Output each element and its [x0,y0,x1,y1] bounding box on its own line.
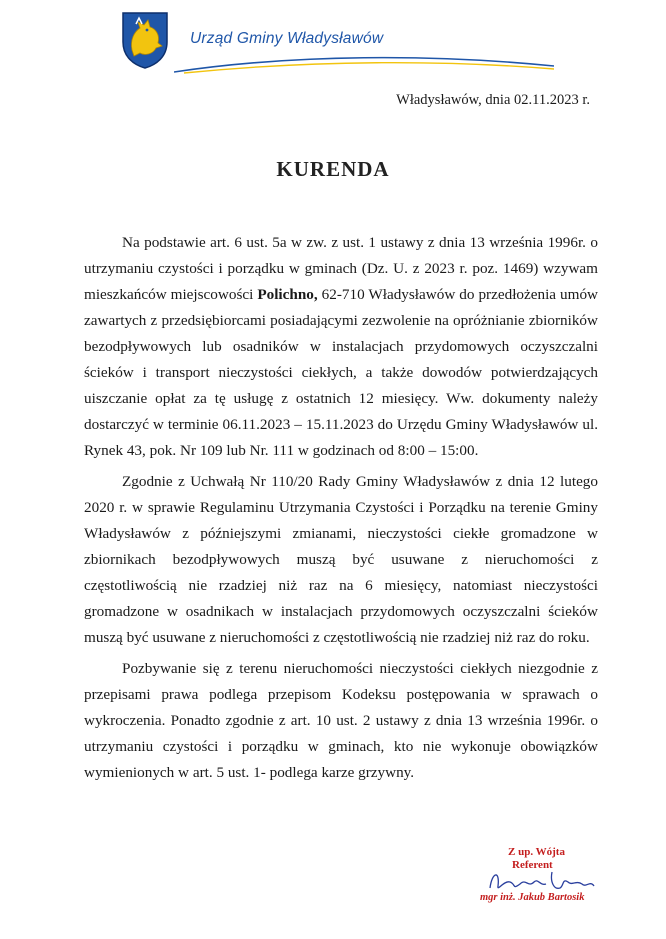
place-and-date: Władysławów, dnia 02.11.2023 r. [396,92,590,108]
coat-of-arms-logo [120,10,170,70]
stamp-line-authority: Z up. Wójta [508,846,565,858]
paragraph-2: Zgodnie z Uchwałą Nr 110/20 Rady Gminy Władysławów z dnia 12 lutego 2020 r. w sprawie Regulaminu Utrzymania Czystości i Porządku na terenie Gminy Władysławów z późniejszymi zmianami, nieczystości ciekłe gromadzone w zbiornikach bezodpływowych muszą być usuwane z nieruchomości z częstotliwością nie rzadziej niż raz na 6 miesięcy, natomiast nieczystości gromadzone w osadnikach w instalacjach przydomowych oczyszczalni ścieków muszą być usuwane z nieruchomości z częstotliwością nie rzadziej niż raz do roku. [84,473,598,646]
organization-name: Urząd Gminy Władysławów [190,30,384,47]
paragraph-1 [84,230,598,464]
village-name: Polichno, [257,286,318,303]
letterhead [114,10,554,74]
document-body [84,230,598,786]
paragraph-1-text-start: Na podstawie art. 6 ust. 5a w zw. z ust. 1 ustawy z dnia 13 września 1996r. o utrzymaniu czystości i porządku w gminach (Dz. U. z 2023 r. poz. 1469) wzywam mieszkańców miejscowości [84,234,598,303]
document-title: KURENDA [276,157,390,181]
stamp-line-name: mgr inż. Jakub Bartosik [480,892,585,903]
paragraph-1-text-end: 62-710 Władysławów do przedłożenia umów zawartych z przedsiębiorcami posiadającymi zezwolenie na opróżnianie zbiorników bezodpływowych lub osadników w instalacjach przydomowych oczyszczalni ścieków i transport nieczystości ciekłych, a także dowodów potwierdzających uiszczanie opłat za tę usługę z ostatnich 12 miesięcy. Ww. dokumenty należy dostarczyć w terminie 06.11.2023 – 15.11.2023 do Urzędu Gminy Władysławów ul. Rynek 43, pok. Nr 109 lub Nr. 111 w godzinach od 8:00 – 15:00. [84,286,599,459]
header-swoosh-decoration [174,52,554,74]
stamp-line-position: Referent [512,859,553,871]
official-stamp [472,846,642,916]
paragraph-3: Pozbywanie się z terenu nieruchomości nieczystości ciekłych niezgodnie z przepisami prawa podlega przepisom Kodeksu postępowania w sprawach o wykroczenia. Ponadto zgodnie z art. 10 ust. 2 ustawy z dnia 13 września 1996r. o utrzymaniu czystości i porządku w gminach, kto nie wykonuje obowiązków wymienionych w art. 5 ust. 1- podlega karze grzywny. [84,660,598,781]
